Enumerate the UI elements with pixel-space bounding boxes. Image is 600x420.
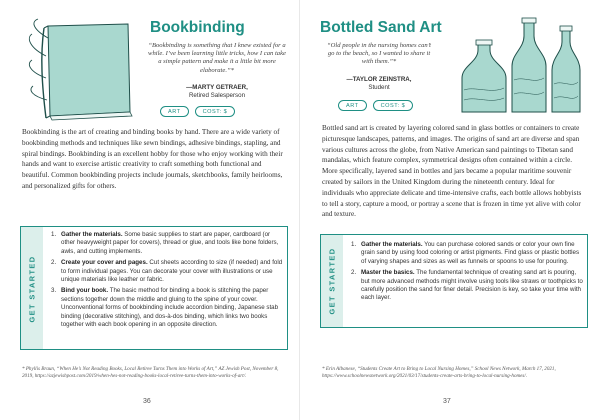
body-text: Bookbinding is the art of creating and binding books by hand. There are a wide variety of bookbinding methods and techniques like sewn bindings, adhesive bindings, stapling, and spiral bindings. Bookbinding is an excellent hobby for those who enjoy working with their hands and want to exercise artistic creativity to craft something both functional and beautiful. Common bookbinding projects include journals, sketchbooks, family heirlooms, and personalized gifts for others.	[22, 128, 283, 190]
tag-list	[160, 106, 235, 117]
step-title: Create your cover and pages.	[61, 259, 148, 267]
quote-attribution	[324, 76, 434, 91]
quote-attribution	[148, 84, 286, 99]
tag-list	[338, 100, 413, 111]
page-37	[300, 0, 600, 420]
tag-category: ART	[338, 100, 367, 111]
step-number: 1.	[51, 231, 57, 238]
page-number: 37	[443, 398, 451, 405]
pull-quote: “Old people in the nursing homes can’t go to the beach, so I wanted to share it with them.”*	[326, 42, 432, 66]
pull-quote: “Bookbinding is something that I knew existed for a while. I’ve been learning little tricks, how I can take a simple pattern and make it a little bit more elaborate.”*	[148, 42, 286, 74]
page-title: Bottled Sand Art	[320, 19, 442, 36]
bottles-illustration	[448, 16, 586, 116]
step-item	[51, 259, 283, 284]
get-started-label: GET STARTED	[27, 255, 37, 323]
footnote: * Phyllis Braun, “When He’s Not Reading Books, Local Retiree Turns Them into Works of Art,” AZ Jewish Post, November 8, 2019, https://azjewishpost.com/2019/when-hes-not-reading-books-local-retiree-turns-them-into-works-of-art/.	[22, 366, 279, 379]
page-number: 36	[143, 398, 151, 405]
attribution-name: —MARTY GETRAER,	[186, 84, 248, 91]
step-text: The basic method for binding a book is stitching the paper sections together down the middle and gluing to the spine of your cover. Unconventional forms of bookbinding include accordion binding, Japanese stab binding (decorative stitching), and dos-à-dos binding, which links two books together with each book opening in an opposite direction.	[61, 287, 279, 329]
step-item	[51, 231, 283, 256]
step-title: Bind your book.	[61, 287, 109, 295]
step-text: The fundamental technique of creating sand art is pouring, but more advanced methods might involve using tools like straws or toothpicks to carefully position the sand for finer detail. Precision is key, so take your time with each layer.	[361, 269, 583, 302]
step-number: 2.	[51, 259, 57, 267]
step-number: 2.	[351, 269, 357, 277]
step-text: You can purchase colored sands or color your own fine grain sand by using food coloring or artist pigments. Find glass or plastic bottles of varying shapes and sizes as well as funnels or spoons to use for pouring.	[361, 241, 580, 265]
tag-category: ART	[160, 106, 189, 117]
footnote: * Erin Albanese, “Students Create Art to Bring to Local Nursing Homes,” School News Network, March 17, 2021, https://www.schoolnewsnetwork.org/2021/03/17/students-create-arts-bring-to-local-nursing-homes/.	[322, 366, 556, 379]
get-started-box	[320, 234, 588, 328]
step-title: Gather the materials.	[61, 231, 123, 238]
step-number: 3.	[51, 287, 57, 295]
step-text: Some basic supplies to start are paper, cardboard (or other heavyweight paper for covers), thread or glue, and tools like bone folders, awls, and cutting implements.	[61, 231, 279, 255]
step-item	[351, 241, 583, 266]
attribution-role: Student	[368, 83, 390, 91]
step-item	[51, 287, 283, 329]
get-started-box	[20, 226, 288, 350]
tag-cost: COST: $	[373, 100, 414, 111]
attribution-name: —TAYLOR ZEINSTRA,	[346, 76, 412, 83]
attribution-role: Retired Salesperson	[188, 91, 246, 99]
step-list	[351, 241, 583, 306]
step-list	[51, 231, 283, 332]
get-started-label: GET STARTED	[327, 247, 337, 315]
body-text: Bottled sand art is created by layering colored sand in glass bottles or containers to create picturesque landscapes, patterns, and images. The origins of sand art are diverse and span various cultures across the globe, from Native American sand paintings to Tibetan sand mandalas, which feature complex, symmetrical designs often contained within a circle. More specifically, layered sand in bottles and jars became a popular maritime souvenir created by sailors in the United Kingdom during the nineteenth century. Ideal for individuals who appreciate delicate and time-intensive crafts, each bottle allows hobbyists to tell a story, capture a mood, or portray a scene that is frozen in time yet alive with color and texture.	[322, 124, 582, 219]
step-text: Cut sheets according to size (if needed) and fold to form individual pages. You can decorate your cover with illustrations or use unique materials like leather or fabric.	[61, 259, 283, 284]
get-started-sidebar	[21, 227, 43, 349]
tag-cost: COST: $	[195, 106, 236, 117]
step-number: 1.	[351, 241, 357, 248]
book-illustration	[20, 16, 144, 126]
step-item	[351, 269, 583, 303]
page-title: Bookbinding	[150, 19, 245, 36]
get-started-sidebar	[321, 235, 343, 327]
step-title: Master the basics.	[361, 269, 415, 277]
step-title: Gather the materials.	[361, 241, 423, 248]
